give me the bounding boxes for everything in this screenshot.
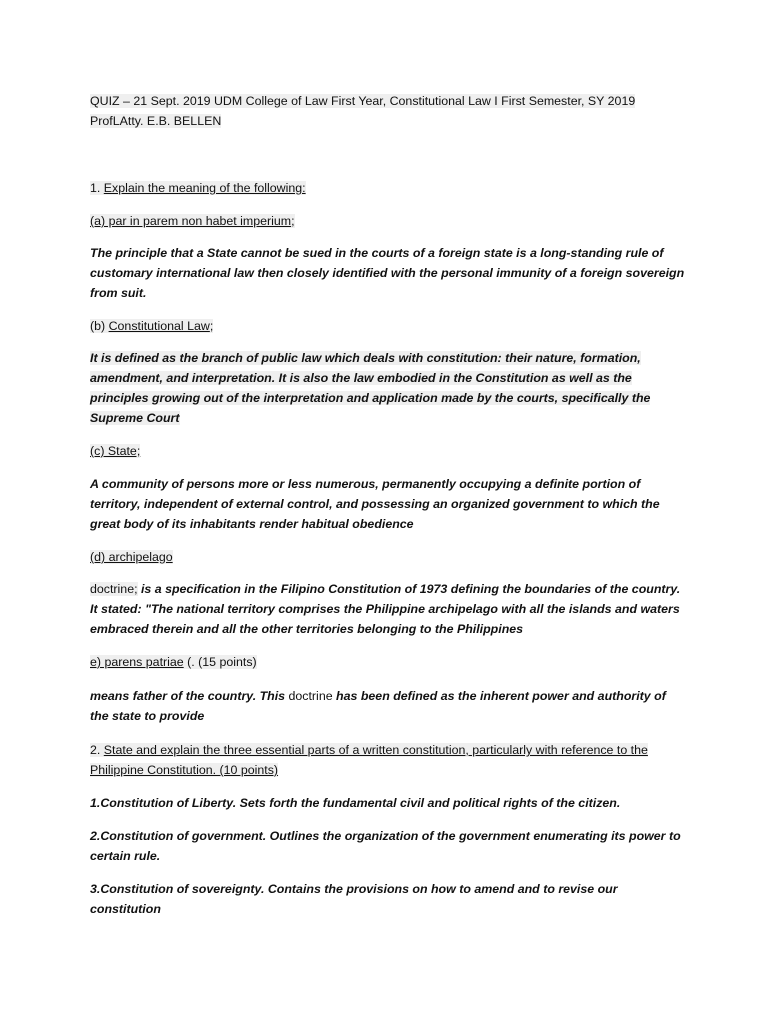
item-e-label: e) parens patriae (. (15 points) xyxy=(90,655,257,669)
item-b-answer: It is defined as the branch of public law which deals with constitution: their nature, formation, amendment, and interpretation. It is also the law embodied in the Constitution as well as the principles growing out of the interpretation and application made by the courts, specifically the Supreme Court xyxy=(90,351,651,425)
question-2-answer-3: 3.Constitution of sovereignty. Contains the provisions on how to amend and to revise our constitution xyxy=(90,882,618,916)
question-2-number: 2. xyxy=(90,743,104,757)
question-1-number: 1. xyxy=(90,181,104,195)
item-c-answer: A community of persons more or less numerous, permanently occupying a definite portion of territory, independent of external control, and possessing an organized government to which the great body of its inhabitants render habitual obedience xyxy=(90,477,660,531)
question-1-prompt: Explain the meaning of the following: xyxy=(103,181,306,195)
quiz-header-line1: QUIZ – 21 Sept. 2019 UDM College of Law First Year, Constitutional Law I First Semester, SY 2019 xyxy=(90,94,636,108)
quiz-header-line2: ProfLAtty. E.B. BELLEN xyxy=(90,114,222,128)
item-e-term: e) parens patriae xyxy=(90,655,184,669)
item-a-label: (a) par in parem non habet imperium; xyxy=(90,214,295,228)
item-d-answer: doctrine; is a specification in the Filipino Constitution of 1973 defining the boundaries of the country. It stated: "The national territory comprises the Philippine archipelago with all the islands and waters embraced therein and all the other territories belonging to the Philippines xyxy=(90,582,681,636)
item-d-label xyxy=(90,547,685,567)
item-d-term: (d) archipelago xyxy=(90,550,173,564)
item-b-term: Constitutional Law xyxy=(108,319,210,333)
item-a-answer: The principle that a State cannot be sued in the courts of a foreign state is a long-standing rule of customary international law then closely identified with the personal immunity of a foreign sovereign from suit. xyxy=(90,246,685,300)
question-2-answer-1: 1.Constitution of Liberty. Sets forth the fundamental civil and political rights of the citizen. xyxy=(90,796,621,810)
question-2-heading xyxy=(90,740,685,780)
item-c-term: (c) State; xyxy=(90,444,141,458)
question-2-answer-2: 2.Constitution of government. Outlines the organization of the government enumerating its power to certain rule. xyxy=(90,829,681,863)
item-e-answer: means father of the country. This doctrine has been defined as the inherent power and authority of the state to provide xyxy=(90,689,666,723)
item-c-label xyxy=(90,441,685,461)
item-a-term: (a) par in parem non habet imperium xyxy=(90,214,292,228)
item-b-label: (b) Constitutional Law; xyxy=(90,319,214,333)
quiz-header xyxy=(90,91,685,131)
question-1-heading xyxy=(90,178,685,198)
question-2-prompt: State and explain the three essential parts of a written constitution, particularly with reference to the Philippine Constitution. (10 points) xyxy=(90,743,648,777)
